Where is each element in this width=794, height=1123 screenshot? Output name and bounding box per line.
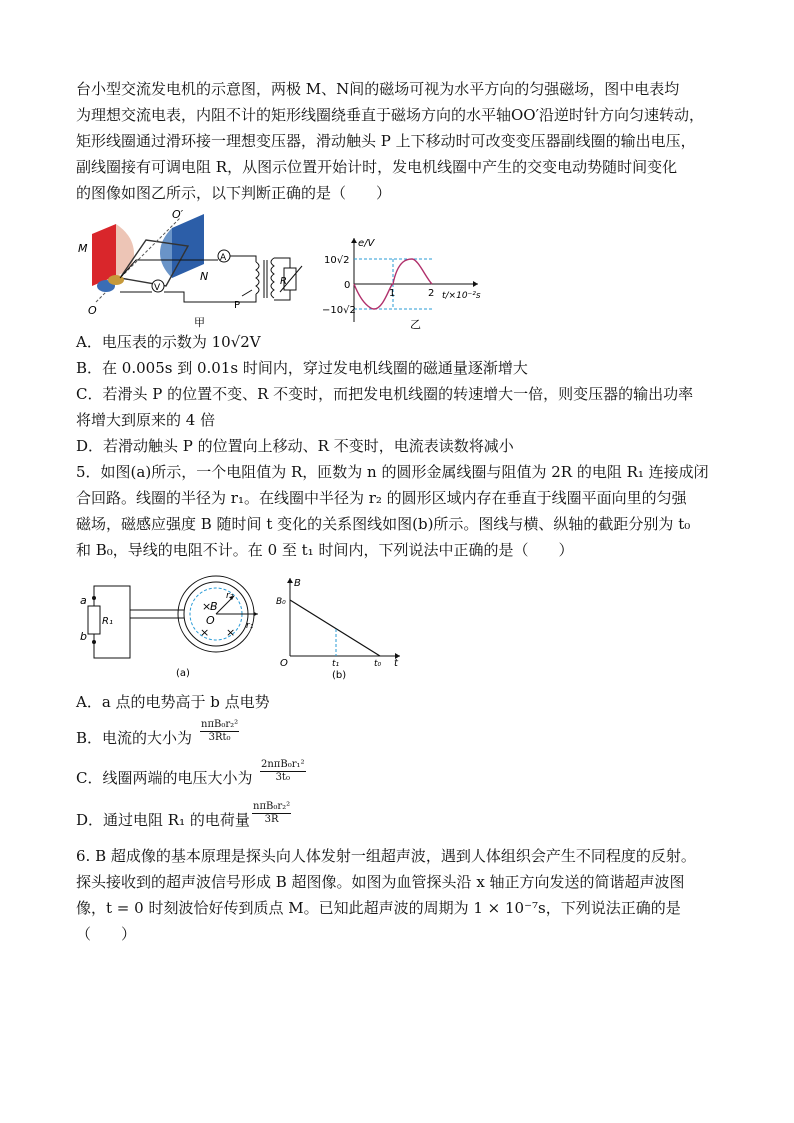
y-axis-label: B [294,578,301,589]
figure-jia-label: 甲 [194,316,205,329]
label-a: a [80,594,87,607]
label-b: b [80,630,87,643]
x-intercept-label: t₀ [374,659,382,669]
voltmeter-icon: V [154,283,161,293]
fraction-numerator: nπB₀r₂² [253,801,291,812]
emf-time-graph [322,228,492,332]
q4-option-a: A．电压表的示数为 10√2V [76,333,261,351]
figure-yi-label: 乙 [410,318,421,331]
label-r1: R₁ [102,616,113,627]
q4-line-5: 的图像如图乙所示，以下判断正确的是（ ） [76,184,392,202]
label-b-field: B [210,600,218,613]
fraction-denominator: 3R [264,814,279,825]
q5-line-3: 磁场，磁感应强度 B 随时间 t 变化的关系图线如图(b)所示。图线与横、纵轴的截距分别为 t₀ [76,515,691,533]
origin-label: O [280,658,288,669]
q5-option-c: C．线圈两端的电压大小为 [76,769,253,787]
q4-line-4: 副线圈接有可调电阻 R，从图示位置开始计时，发电机线圈中产生的交变电动势随时间变化 [76,158,678,176]
label-o-prime: O′ [172,208,184,221]
q5-option-a: A．a 点的电势高于 b 点电势 [76,693,270,711]
q5-line-4: 和 B₀，导线的电阻不计。在 0 至 t₁ 时间内，下列说法中正确的是（ ） [76,541,574,559]
label-o: O [88,304,97,317]
y-tick-top: 10√2 [324,255,350,266]
resistor-r1 [88,606,100,634]
y-tick-bottom: −10√2 [322,305,356,316]
q4-line-1: 台小型交流发电机的示意图，两极 M、N间的磁场可视为水平方向的匀强磁场，图中电表均 [76,80,680,98]
q5-option-b-fraction [200,719,239,744]
label-p: P [234,300,241,311]
b-line [290,600,380,656]
ammeter-icon: A [220,253,227,263]
q6-line-1: 6. B 超成像的基本原理是探头向人体发射一组超声波，遇到人体组织会产生不同程度的反射。 [76,847,696,865]
y-axis-label: e/V [358,238,375,249]
q4-option-c-cont: 将增大到原来的 4 倍 [76,411,216,429]
q5-line-2: 合回路。线圈的半径为 r₁。在线圈中半径为 r₂ 的圆形区域内存在垂直于线圈平面向里的匀强 [76,489,687,507]
label-r2: r₂ [226,591,234,601]
q4-option-d: D．若滑动触头 P 的位置向上移动、R 不变时，电流表读数将减小 [76,437,514,455]
q5-option-d: D．通过电阻 R₁ 的电荷量 [76,811,250,829]
q6-line-3: 像，t = 0 时刻波恰好传到质点 M。已知此超声波的周期为 1 × 10⁻⁷s，下列说法正确的是 [76,899,681,917]
x-axis-label: t/×10⁻²s [442,291,481,301]
q4-option-c: C．若滑头 P 的位置不变、R 不变时，而把发电机线圈的转速增大一倍，则变压器的输出功率 [76,385,694,403]
q6-line-4: （ ） [76,925,137,943]
label-r: R [280,276,287,287]
label-n: N [200,270,209,283]
figure-a-label: (a) [176,668,190,679]
fraction-denominator: 3t₀ [275,772,290,783]
fraction-numerator: nπB₀r₂² [201,719,239,730]
cross-mark: × [200,626,210,639]
x-axis-label: t [394,658,398,669]
q4-line-2: 为理想交流电表，内阻不计的矩形线圈绕垂直于磁场方向的水平轴OO′沿逆时针方向匀速转动， [76,106,705,124]
fraction-numerator: 2nπB₀r₁² [261,759,305,770]
q5-line-1: 5．如图(a)所示，一个电阻值为 R，匝数为 n 的圆形金属线圈与阻值为 2R 的电阻 R₁ 连接成闭 [76,463,709,481]
coil-circuit-diagram [76,570,272,682]
fraction-denominator: 3Rt₀ [208,732,231,743]
cross-mark: × [226,626,236,639]
q5-option-c-fraction [260,759,306,784]
q5-option-d-fraction [252,801,291,826]
label-m: M [78,242,88,255]
q4-option-b: B．在 0.005s 到 0.01s 时间内，穿过发电机线圈的磁通量逐渐增大 [76,359,528,377]
q6-line-2: 探头接收到的超声波信号形成 B 超图像。如图为血管探头沿 x 轴正方向发送的简谐超声波图 [76,873,685,891]
y-intercept-label: B₀ [276,597,286,607]
q4-line-3: 矩形线圈通过滑环接一理想变压器，滑动触头 P 上下移动时可改变变压器副线圈的输出电压， [76,132,696,150]
y-tick-zero: 0 [344,280,351,291]
x-tick-2: 2 [428,288,435,299]
cross-mark: × [202,600,212,613]
figure-b-label: (b) [332,670,347,681]
label-r1-radius: r₁ [246,621,254,631]
x-tick-t1: t₁ [332,659,340,669]
generator-diagram [76,206,316,330]
x-tick-1: 1 [389,288,396,299]
b-time-graph [276,574,406,684]
label-o-center: O [206,614,215,627]
q5-option-b: B．电流的大小为 [76,729,193,747]
